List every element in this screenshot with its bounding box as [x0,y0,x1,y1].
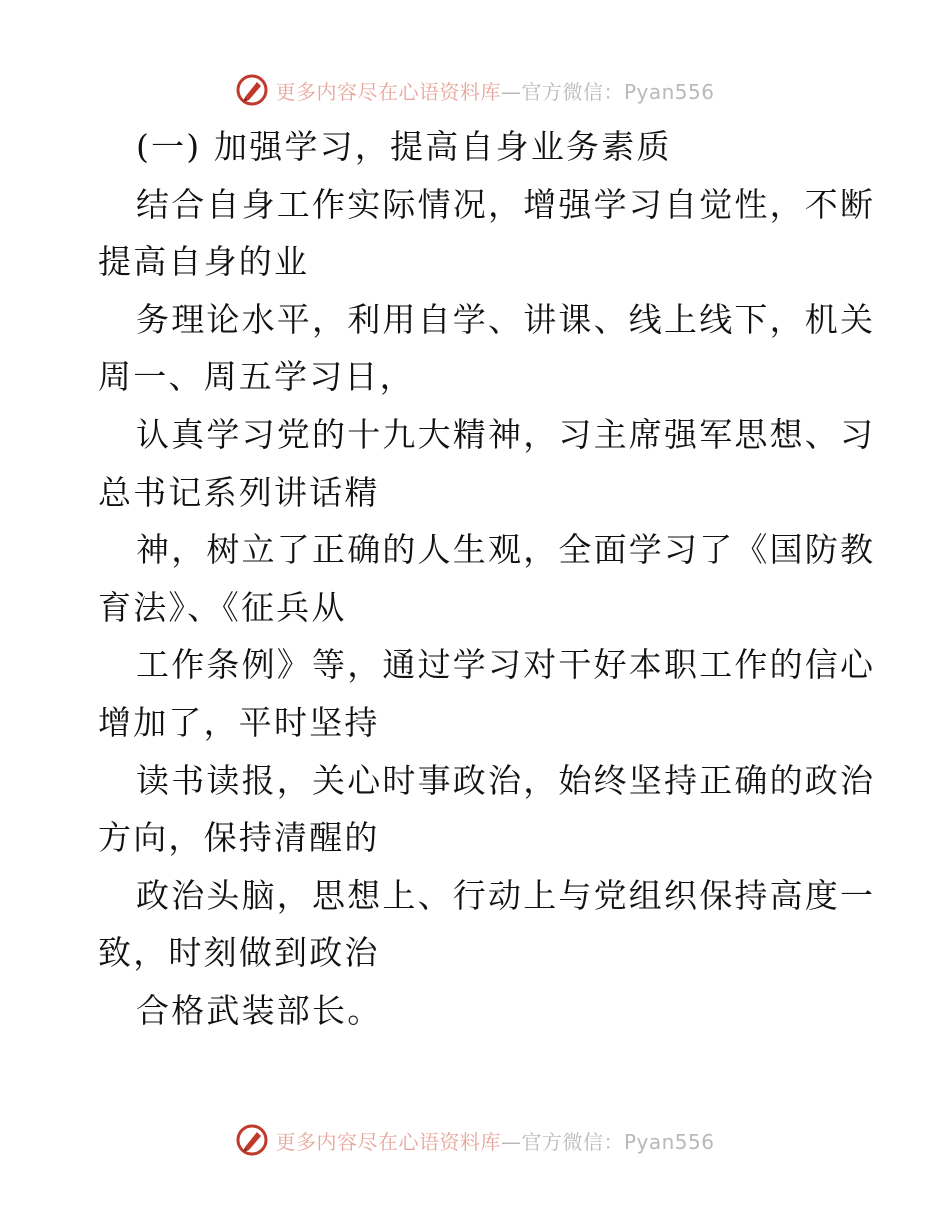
watermark-contact: —官方微信：Pyan556 [500,79,715,104]
pen-nib-circle-icon [235,73,269,107]
paragraph-line: 工作条例》等，通过学习对干好本职工作的信心 [136,645,876,685]
footer-watermark [0,1122,950,1158]
paragraph-line: 总书记系列讲话精 [98,472,380,512]
watermark-contact: —官方微信：Pyan556 [500,1129,715,1154]
paragraph-line: 周一、周五学习日， [98,357,415,397]
document-body [98,118,876,1040]
section-heading: (一) 加强学习，提高自身业务素质 [136,127,672,166]
watermark-text [275,76,714,105]
pen-nib-circle-icon [235,1123,269,1157]
watermark-brand: 更多内容尽在心语资料库 [275,1129,501,1154]
paragraph-line: 结合自身工作实际情况，增强学习自觉性，不断 [136,184,876,224]
paragraph-line: 合格武装部长。 [136,990,383,1030]
paragraph-line: 务理论水平，利用自学、讲课、线上线下，机关 [136,299,876,339]
paragraph-line: 认真学习党的十九大精神，习主席强军思想、习 [136,414,876,454]
paragraph-line: 致，时刻做到政治 [98,933,380,973]
paragraph-line: 育法》、《征兵从 [98,587,347,627]
paragraph-line: 政治头脑，思想上、行动上与党组织保持高度一 [136,875,876,915]
paragraph-line: 神，树立了正确的人生观，全面学习了《国防教 [136,530,876,570]
paragraph-line: 提高自身的业 [98,242,310,282]
paragraph-line: 读书读报，关心时事政治，始终坚持正确的政治 [136,760,876,800]
paragraph-line: 增加了，平时坚持 [98,702,380,742]
watermark-brand: 更多内容尽在心语资料库 [275,79,501,104]
paragraph-line: 方向，保持清醒的 [98,818,380,858]
watermark-text [275,1126,714,1155]
header-watermark [0,72,950,108]
